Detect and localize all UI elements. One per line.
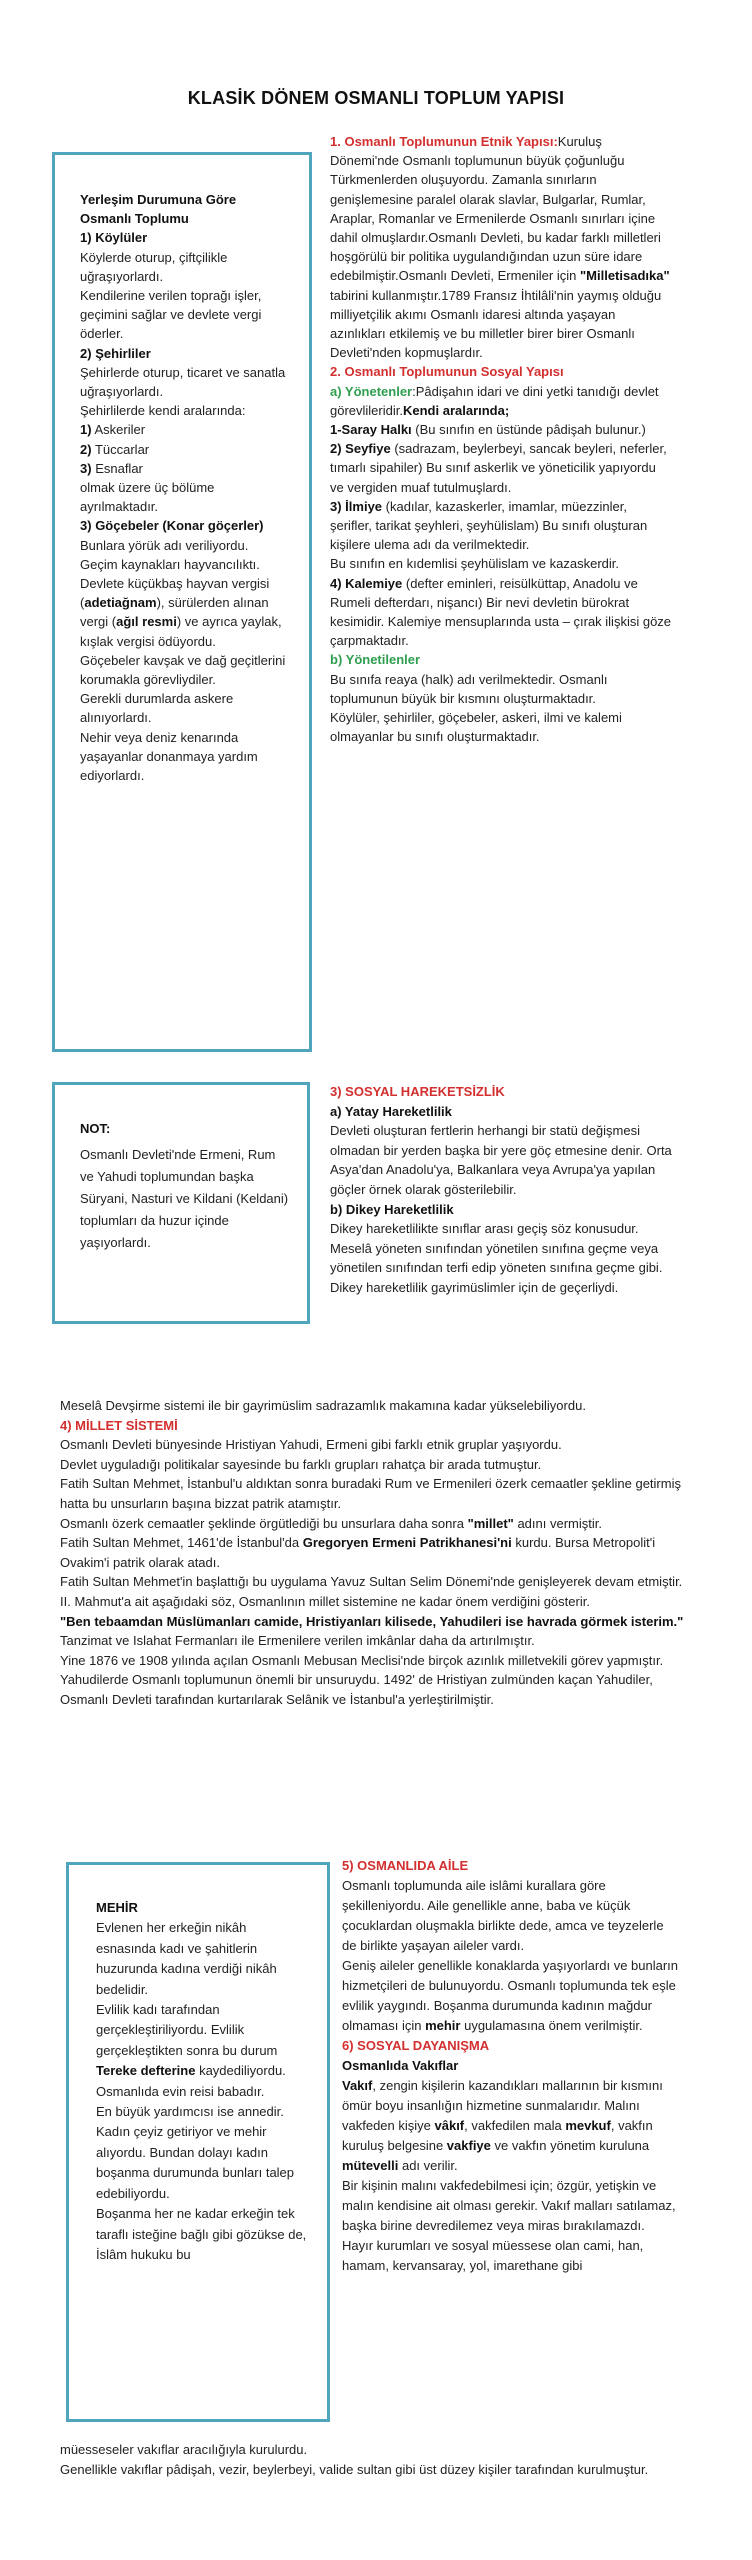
koylu-text: Köylerde oturup, çiftçilikle uğraşıyorlardı. [80,249,228,284]
mobility-heading: 3) SOSYAL HAREKETSİZLİK [330,1084,505,1099]
ethnic-section: 1. Osmanlı Toplumunun Etnik Yapısı:Kuruluş Dönemi'nde Osmanlı toplumunun büyük çoğunluğu Türkmenlerden oluşuyordu. Zamanla sınırların genişlemesine paralel olarak slavlar, Bulgarlar, Rumlar, Araplar, Romanlar ve Ermenilerde Osmanlı sınırları içine dahil olmuşlardır.Osmanlı Devleti, bu kadar farklı milletleri hoşgörülü bir politika uygulandığından uzun süre idare edebilmiştir.Osmanlı Devleti, Ermeniler için "Milletisadıka" tabirini kullanmıştır.1789 Fransız İhtilâli'nin yaymış olduğu milliyetçilik akımı Osmanlı idaresi altında yaşayan azınlıkları etkilemiş ve bu milletler birer birer Osmanlı Devleti'nden kopmuşlardır. [330,134,670,361]
gocebe-heading: Göçebeler (Konar göçerler) [95,518,264,534]
millet-heading: 4) MİLLET SİSTEMİ [60,1417,178,1433]
ruled-heading: b) Yönetilenler [330,652,421,668]
note-heading: NOT: [80,1121,111,1136]
page-title: KLASİK DÖNEM OSMANLI TOPLUM YAPISI [187,88,565,108]
closing-text: müesseseler vakıflar aracılığıyla kurulurdu. Genellikle vakıflar pâdişah, vezir, beylerbeyi, valide sultan gibi üst düzey kişiler tarafından kurulmuştur. [60,2442,649,2477]
gocebe-tax-text: Devlete küçükbaş hayvan vergisi (adetiağnam), sürülerden alınan vergi (ağıl resmi) ve ayrıca yaylak, kışlak vergisi ödüyordu. [80,576,282,649]
sehir-heading: Şehirliler [95,345,151,361]
koylu-text2: Kendilerine verilen toprağı işler, geçimini sağlar ve devlete vergi öderler. [80,288,262,342]
horizontal-heading: a) Yatay Hareketlilik [330,1103,452,1119]
mehir-content: MEHİR Evlenen her erkeğin nikâh esnasında kadı ve şahitlerin huzurunda kadına verdiği nikâh bedelidir. Evlilik kadı tarafından gerçekleştiriliyordu. Evlilik gerçekleştikten sonra bu durum Tereke defterine kaydediliyordu. Osmanlıda evin reisi babadır. En büyük yardımcısı ise annedir. Kadın çeyiz getiriyor ve mehir alıyordu. Bundan dolayı kadın boşanma durumunda bunları talep edebiliyordu. Boşanma her ne kadar erkeğin tek taraflı isteğine bağlı gibi gözükse de, İslâm hukuku bu [96,1900,307,2262]
family-solidarity-section: 5) OSMANLIDA AİLE Osmanlı toplumunda aile islâmi kurallara göre şekilleniyordu. Aile genellikle anne, baba ve küçük çocuklardan oluşmakla birlikte dede, amca ve teyzelerle de birlikte yaşayan aileler vardı. Geniş aileler genellikle konaklarda yaşıyorlardı ve bunların hizmetçileri de bulunuyordu. Osmanlı toplumunda tek eşle evlilik yaygındı. Boşanma durumunda kadının mağdur olmaması için mehir uygulamasına önem verilmiştir. 6) SOSYAL DAYANIŞMA Osmanlıda Vakıflar Vakıf, zengin kişilerin kazandıkları mallarının bir kısmını ömür boyu insanlığın hizmetine sunmalarıdır. Malını vakfeden kişiye vâkıf, vakfedilen mala mevkuf, vakfın kuruluş belgesine vakfiye ve vakfın yönetim kuruluna mütevelli adı verilir. Bir kişinin malını vakfedebilmesi için; özgür, yetişkin ve malın kendisine ait olması gerekir. Vakıf malları satılamaz, başka birine devredilemez veya miras bırakılamazdı. Hayır kurumları ve sosyal müessese olan cami, han, hamam, kervansaray, yol, imarethane gibi [342,1858,679,2273]
list-item: 2) Tüccarlar [80,441,150,457]
vakif-heading: Osmanlıda Vakıflar [342,2058,459,2073]
vertical-heading: b) Dikey Hareketlilik [330,1201,454,1217]
millet-section: Meselâ Devşirme sistemi ile bir gayrimüslim sadrazamlık makamına kadar yükselebiliyordu. 4) MİLLET SİSTEMİ Osmanlı Devleti bünyesinde Hristiyan Yahudi, Ermeni gibi farklı etnik gruplar yaşıyordu. Devlet uyguladığı politikalar sayesinde bu farklı grupları rahatça bir arada tutmuştur. Fatih Sultan Mehmet, İstanbul'u aldıktan sonra buradaki Rum ve Ermenileri özerk cemaatler şekline getirmiş hatta bu unsurların başına bizzat patrik atamıştır. Osmanlı özerk cemaatler şeklinde örgütlediği bu unsurlara daha sonra "millet" adını vermiştir. Fatih Sultan Mehmet, 1461'de İstanbul'da Gregoryen Ermeni Patrikhanesi'ni kurdu. Bursa Metropolit'i Ovakim'i patrik olarak atadı. Fatih Sultan Mehmet'in başlattığı bu uygulama Yavuz Sultan Selim Dönemi'nde genişleyerek devam etmiştir. II. Mahmut'a ait aşağıdaki söz, Osmanlının millet sistemine ne kadar önem verdiğini gösterir. "Ben tebaamdan Müslümanları camide, Hristiyanları kilisede, Yahudileri ise havrada görmek isterim." Tanzimat ve Islahat Fermanları ile Ermenilere verilen imkânlar daha da artırılmıştır. Yine 1876 ve 1908 yılında açılan Osmanlı Mebusan Meclisi'nde birçok azınlık milletvekili görev yapmıştır. Yahudilerde Osmanlı toplumunun önemli bir unsuruydu. 1492' de Hristiyan zulmünden kaçan Yahudiler, Osmanlı Devleti tarafından kurtarılarak Selânik ve İstanbul'a yerleştirilmiştir. [60,1396,700,1710]
quote: "Ben tebaamdan Müslümanları camide, Hristiyanları kilisede, Yahudileri ise havrada görmek isterim." [60,1613,684,1629]
note-content [80,1118,292,1254]
list-item: 3) Esnaflar [80,460,143,476]
sehir-text: Şehirlerde oturup, ticaret ve sanatla uğraşıyorlardı. [80,364,286,400]
right-column-1: 1. Osmanlı Toplumunun Etnik Yapısı:Kuruluş Dönemi'nde Osmanlı toplumunun büyük çoğunluğu Türkmenlerden oluşuyordu. Zamanla sınırların genişlemesine paralel olarak slavlar, Bulgarlar, Rumlar, Araplar, Romanlar ve Ermenilerde Osmanlı sınırları içine dahil olmuşlardır.Osmanlı Devleti, bu kadar farklı milletleri hoşgörülü bir politika uygulandığından uzun süre idare edebilmiştir.Osmanlı Devleti, Ermeniler için "Milletisadıka" tabirini kullanmıştır.1789 Fransız İhtilâli'nin yaymış olduğu milliyetçilik akımı Osmanlı idaresi altında yaşayan azınlıkları etkilemiş ve bu milletler birer birer Osmanlı Devleti'nden kopmuşlardır. 2. Osmanlı Toplumunun Sosyal Yapısı a) Yönetenler:Pâdişahın idari ve dini yetki tanıdığı devlet görevlileridir.Kendi aralarında; 1-Saray Halkı (Bu sınıfın en üstünde pâdişah bulunur.) 2) Seyfiye (sadrazam, beylerbeyi, sancak beyleri, neferler, tımarlı sipahiler) Bu sınıf askerlik ve yöneticilik yapıyordu ve vergiden muaf tutulmuşlardı. 3) İlmiye (kadılar, kazaskerler, imamlar, müezzinler, şerifler, tarikat şeyhleri, şeyhülislam) Bu sınıfı oluşturan kişilere ulema adı da verilmektedir. Bu sınıfın en kıdemlisi şeyhülislam ve kazaskerdir. 4) Kalemiye (defter eminleri, reisülküttap, Anadolu ve Rumeli defterdarı, nişancı) Bir nevi devletin bürokrat kesimidir. Kalemiye mensuplarında usta – çırak ilişkisi göze çarpmaktadır. b) Yönetilenler Bu sınıfa reaya (halk) adı verilmektedir. Osmanlı toplumunun büyük bir kısmını oluşturmaktadır. Köylüler, şehirliler, göçebeler, askeri, ilmi ve kalemi olmayanlar bu sınıfı oluşturmaktadır. [330,134,672,745]
note-text: Osmanlı Devleti'nde Ermeni, Rum ve Yahudi toplumundan başka Süryani, Nasturi ve Kildani (Keldani) toplumları da huzur içinde yaşıyorlardı. [80,1147,289,1250]
social-heading: 2. Osmanlı Toplumunun Sosyal Yapısı [330,364,564,380]
koylu-heading: Köylüler [95,230,148,246]
sehir-text2: Şehirlilerde kendi aralarında: [80,403,246,419]
family-heading: 5) OSMANLIDA AİLE [342,1858,469,1873]
settlement-content: Yerleşim Durumuna Göre Osmanlı Toplumu 1) Köylüler Köylerde oturup, çiftçilikle uğraşıyorlardı. Kendilerine verilen toprağı işler, geçimini sağlar ve devlete vergi öderler. 2) Şehirliler Şehirlerde oturup, ticaret ve sanatla uğraşıyorlardı. Şehirlilerde kendi aralarında: 1) Askeriler 2) Tüccarlar 3) Esnaflar olmak üzere üç bölüme ayrılmaktadır. 3) Göçebeler (Konar göçerler) Bunlara yörük adı veriliyordu. Geçim kaynakları hayvancılıktı. Devlete küçükbaş hayvan vergisi (adetiağnam), sürülerden alınan vergi (ağıl resmi) ve ayrıca yaylak, kışlak vergisi ödüyordu. Göçebeler kavşak ve dağ geçitlerini korumakla görevliydiler. Gerekli durumlarda askere alınıyorlardı. Nehir veya deniz kenarında yaşayanlar donanmaya yardım ediyorlardı. [80,190,290,785]
settlement-heading: Yerleşim Durumuna Göre Osmanlı Toplumu [80,192,237,227]
mehir-heading: MEHİR [96,1900,138,1915]
mobility-section: 3) SOSYAL HAREKETSİZLİK a) Yatay Hareketlilik Devleti oluşturan fertlerin herhangi bir statü değişmesi olmadan bir yerden başka bir yere göç etmesine denir. Orta Asya'dan Anadolu'ya, Balkanlara veya Avrupa'ya yapılan göçler örnek olarak gösterilebilir. b) Dikey Hareketlilik Dikey hareketlilikte sınıflar arası geçiş söz konusudur. Meselâ yöneten sınıfından yönetilen sınıfına geçme veya yönetilen sınıfından terfi edip yöneten sınıfına geçme gibi. Dikey hareketlilik gayrimüslimler için de geçerliydi. [330,1084,672,1295]
solidarity-heading: 6) SOSYAL DAYANIŞMA [342,2038,490,2053]
list-item: 1) Askeriler [80,422,146,438]
rulers-text: a) Yönetenler:Pâdişahın idari ve dini yetki tanıdığı devlet görevlileridir.Kendi aralarında; [330,383,659,418]
sehir-text3: olmak üzere üç bölüme ayrılmaktadır. [80,480,215,515]
